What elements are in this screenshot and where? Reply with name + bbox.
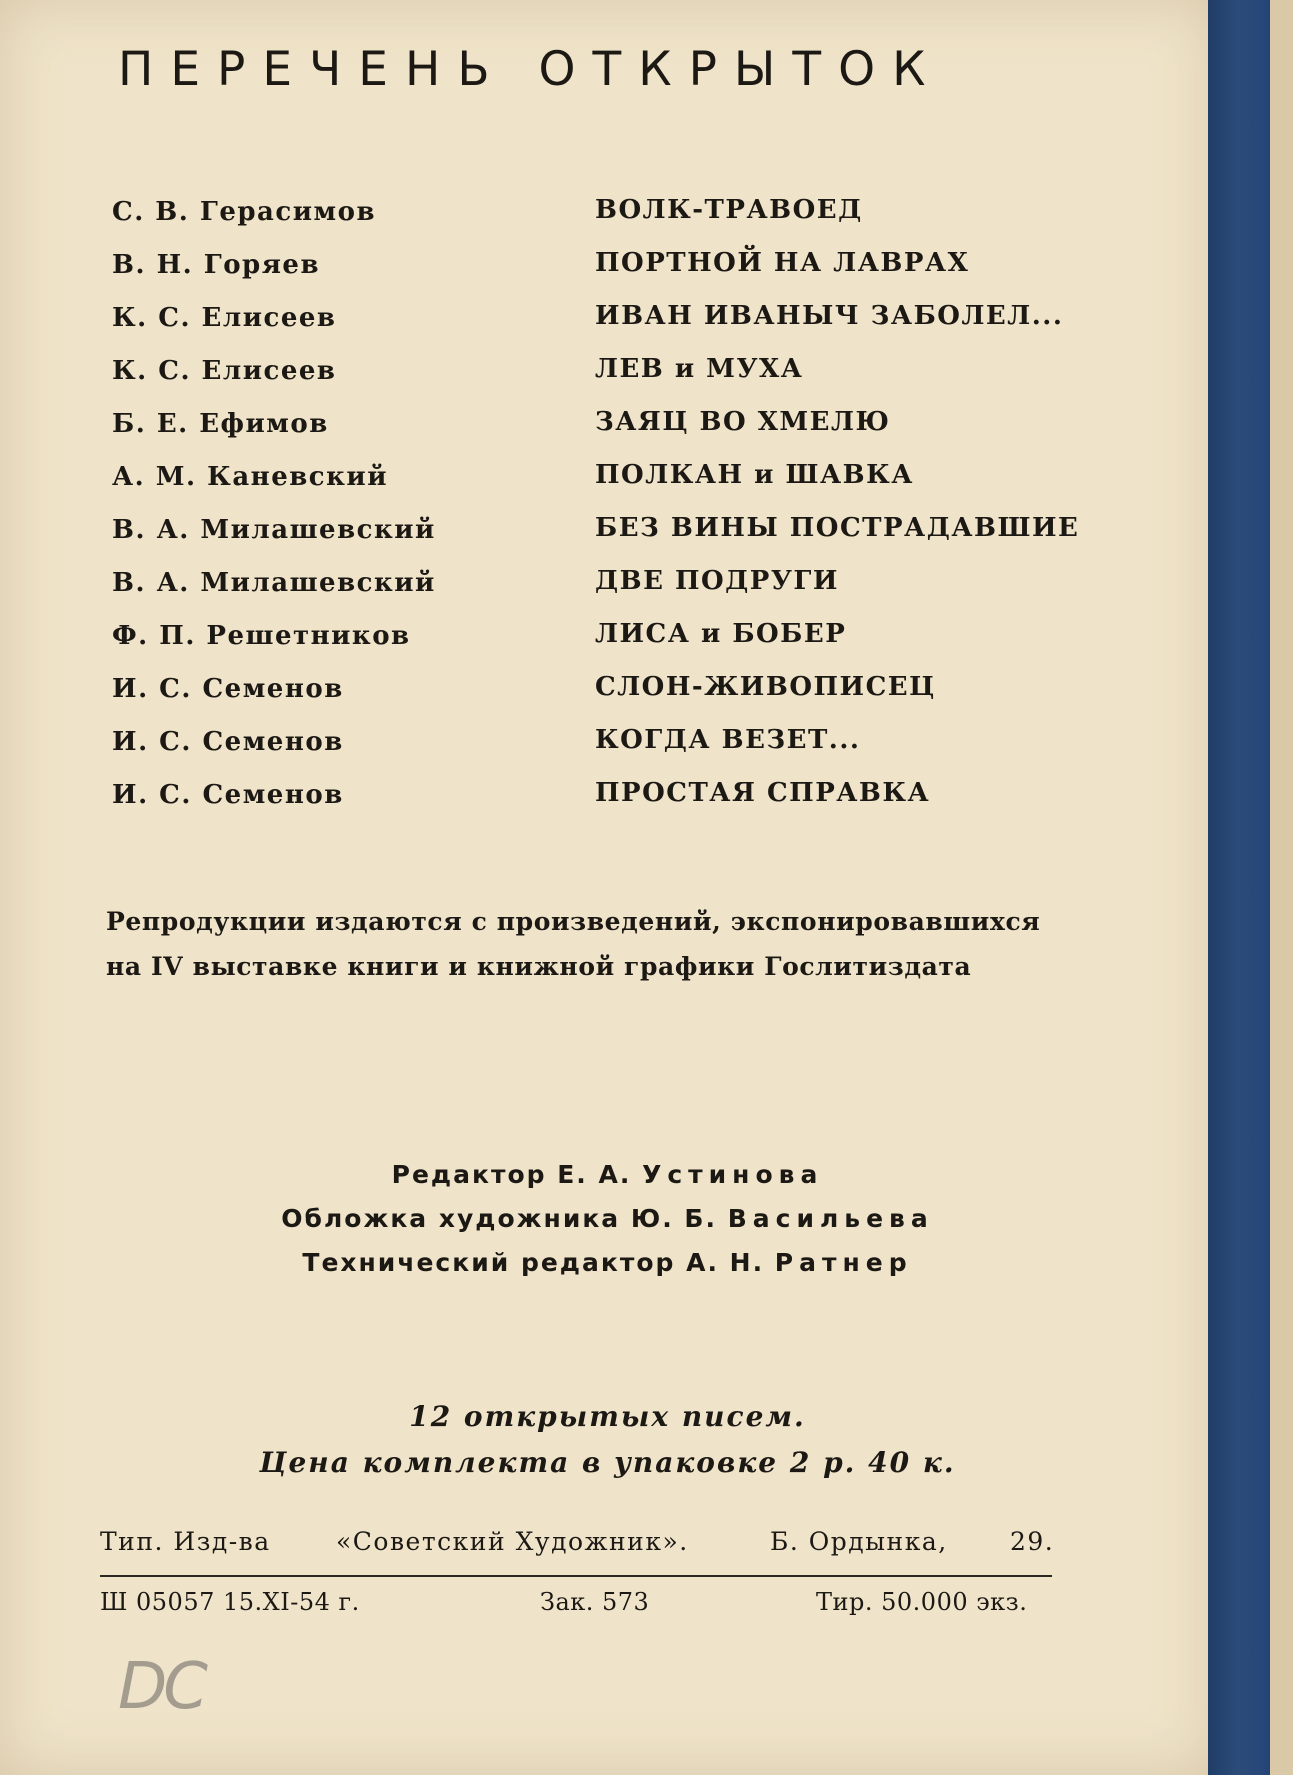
postcard-author: В. А. Милашевский <box>112 515 436 545</box>
list-item <box>0 621 1100 661</box>
print-code: Ш 05057 15.XI-54 г. <box>100 1588 360 1616</box>
postcard-author: Б. Е. Ефимов <box>112 409 329 439</box>
list-item <box>0 727 1100 767</box>
postcard-author: К. С. Елисеев <box>112 356 337 386</box>
postcard-title: ЛЕВ и МУХА <box>595 354 804 384</box>
list-item <box>0 303 1100 343</box>
postcard-count: 12 открытых писем. <box>409 1400 806 1433</box>
list-item <box>0 674 1100 714</box>
postcard-title: КОГДА ВЕЗЕТ... <box>595 725 861 755</box>
postcard-author: И. С. Семенов <box>112 727 344 757</box>
postcard-title: ПОЛКАН и ШАВКА <box>595 460 914 490</box>
order-number: Зак. 573 <box>540 1588 650 1616</box>
postcard-author: И. С. Семенов <box>112 674 344 704</box>
list-item <box>0 462 1100 502</box>
postcard-title: ЛИСА и БОБЕР <box>595 619 847 649</box>
tech-editor-label: Технический редактор А. Н. <box>302 1248 765 1277</box>
postcard-title: БЕЗ ВИНЫ ПОСТРАДАВШИЕ <box>595 513 1080 543</box>
postcard-title: ДВЕ ПОДРУГИ <box>595 566 839 596</box>
editor-credit <box>0 1160 1215 1189</box>
postcard-author: В. А. Милашевский <box>112 568 436 598</box>
editor-label: Редактор Е. А. <box>391 1160 632 1189</box>
postcard-title: ИВАН ИВАНЫЧ ЗАБОЛЕЛ... <box>595 301 1064 331</box>
postcard-author: В. Н. Горяев <box>112 250 321 280</box>
postcard-title: ПОРТНОЙ НА ЛАВРАХ <box>595 248 970 278</box>
postcard-author: А. М. Каневский <box>112 462 388 492</box>
exhibition-note-line2: на IV выставке книги и книжной графики Гослитиздата <box>106 952 972 981</box>
list-item <box>0 515 1100 555</box>
spine-paper-edge <box>1270 0 1293 1775</box>
publisher-address: Б. Ордынка, <box>770 1527 948 1556</box>
postcard-author: Ф. П. Решетников <box>112 621 411 651</box>
list-item <box>0 780 1100 820</box>
tech-editor-credit <box>0 1248 1215 1277</box>
page-title: ПЕРЕЧЕНЬ ОТКРЫТОК <box>118 42 943 97</box>
list-item <box>0 409 1100 449</box>
postcard-title: ПРОСТАЯ СПРАВКА <box>595 778 931 808</box>
list-item <box>0 250 1100 290</box>
printer-label: Тип. Изд-ва <box>100 1527 271 1556</box>
list-item <box>0 568 1100 608</box>
print-run: Тир. 50.000 экз. <box>816 1588 1028 1616</box>
cover-label: Обложка художника Ю. Б. <box>281 1204 717 1233</box>
list-item <box>0 197 1100 237</box>
exhibition-note-line1: Репродукции издаются с произведений, экспонировавшихся <box>106 907 1041 936</box>
address-number: 29. <box>1010 1527 1055 1556</box>
postcard-author: К. С. Елисеев <box>112 303 337 333</box>
editor-name: Устинова <box>642 1160 824 1189</box>
postcard-author: И. С. Семенов <box>112 780 344 810</box>
publisher-name: «Советский Художник». <box>336 1527 689 1556</box>
postcard-title: ВОЛК-ТРАВОЕД <box>595 195 863 225</box>
list-item <box>0 356 1100 396</box>
postcard-title: ЗАЯЦ ВО ХМЕЛЮ <box>595 407 891 437</box>
set-price: Цена комплекта в упаковке 2 р. 40 к. <box>259 1446 956 1479</box>
postcard-author: С. В. Герасимов <box>112 197 377 227</box>
handwritten-initials: DC <box>118 1650 204 1724</box>
tech-editor-name: Ратнер <box>774 1248 913 1277</box>
divider <box>100 1575 1052 1577</box>
cover-credit <box>0 1204 1215 1233</box>
postcard-title: СЛОН-ЖИВОПИСЕЦ <box>595 672 936 702</box>
cover-artist-name: Васильева <box>727 1204 934 1233</box>
